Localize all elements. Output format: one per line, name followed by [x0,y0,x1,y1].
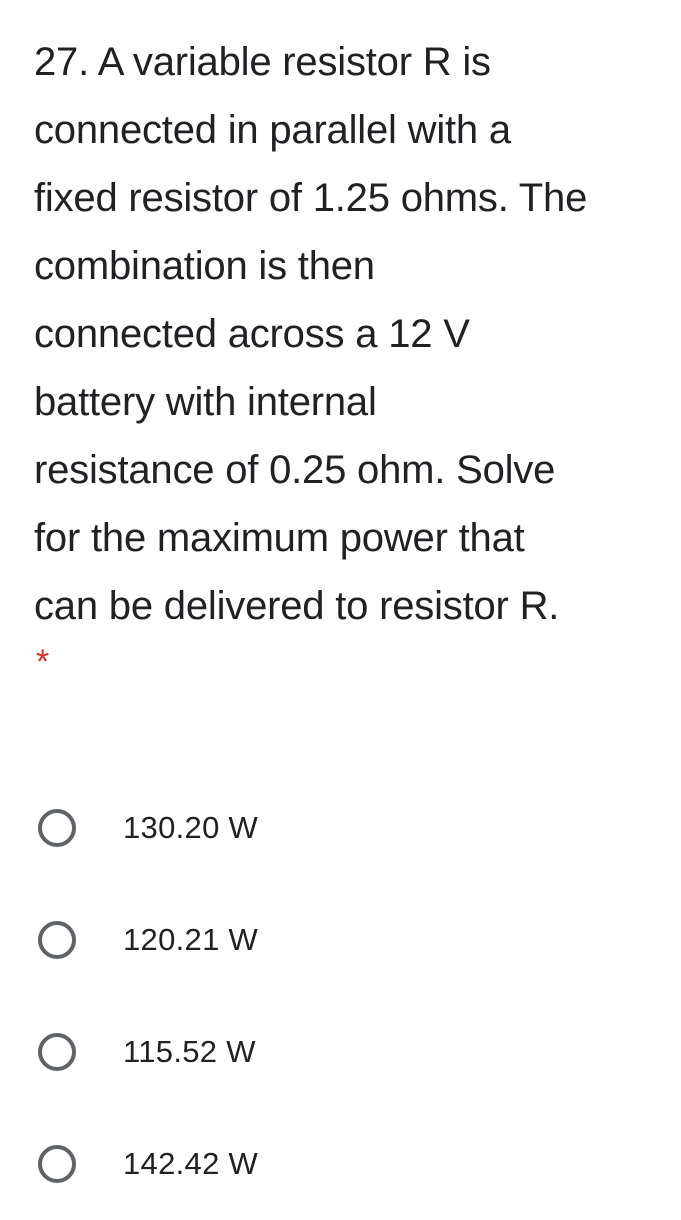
option-label: 142.42 W [123,1146,259,1181]
answer-options [38,772,638,1220]
question-line: connected in parallel with a [34,108,511,152]
answer-option-2[interactable] [38,884,638,996]
radio-button-icon[interactable] [38,809,76,847]
radio-button-icon[interactable] [38,1145,76,1183]
question-line: can be delivered to resistor R. [34,584,560,628]
option-label: 130.20 W [123,810,259,845]
option-label: 115.52 W [123,1034,256,1069]
question-line: connected across a 12 V [34,312,470,356]
question-line: combination is then [34,244,375,288]
question-line: for the maximum power that [34,516,525,560]
question-line: battery with internal [34,380,377,424]
question-line: fixed resistor of 1.25 ohms. The [34,176,588,220]
answer-option-3[interactable] [38,996,638,1108]
question-line: 27. A variable resistor R is [34,40,491,84]
radio-button-icon[interactable] [38,1033,76,1071]
answer-option-4[interactable] [38,1108,638,1220]
required-asterisk: * [36,643,50,681]
question-text [34,28,674,640]
answer-option-1[interactable] [38,772,638,884]
option-label: 120.21 W [123,922,259,957]
radio-button-icon[interactable] [38,921,76,959]
question-line: resistance of 0.25 ohm. Solve [34,448,556,492]
